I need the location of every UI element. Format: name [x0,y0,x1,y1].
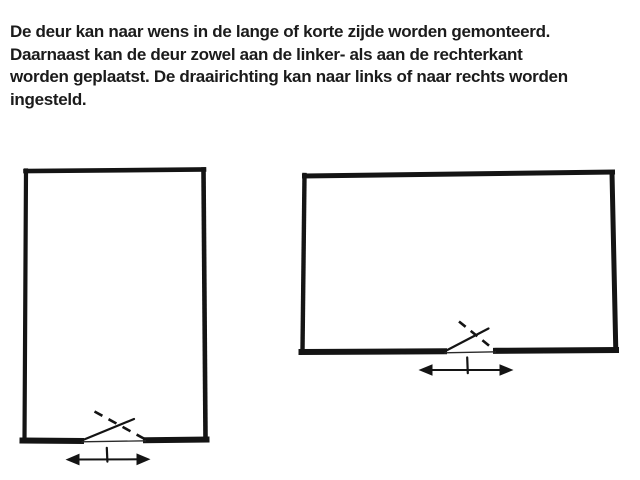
double-arrow-icon [66,448,151,466]
arrow-head-left [419,364,433,376]
wall-right [204,170,206,439]
wall-left [303,175,305,351]
arrow-center-tick [467,358,468,374]
double-arrow-icon [419,358,514,376]
wall-bottom-left-segment [302,351,445,352]
instruction-line-2: Daarnaast kan de deur zowel aan de linker- als aan de rechterkant [10,44,523,64]
wall-bottom-right-segment [146,440,207,441]
instruction-line-4: ingesteld. [10,89,87,109]
wall-right [612,173,616,351]
door-swing-dashed-line [459,322,496,351]
arrow-center-tick [107,448,108,462]
arrow-head-right [137,453,151,465]
arrow-head-left [66,454,80,466]
door-opening [81,412,147,442]
wall-bottom-right-segment [496,350,616,351]
room-outline [302,172,617,352]
instruction-line-1: De deur kan naar wens in de lange of korte zijde worden gemonteerd. [10,22,551,41]
arrow-head-right [500,364,514,376]
room-outline [23,170,207,442]
wall-top [305,172,613,176]
floor-plan-short-side-diagram [0,148,232,480]
wall-left [25,171,27,441]
instruction-text [10,21,635,111]
wall-bottom-left-segment [23,441,82,442]
floor-plan-long-side-diagram [280,150,640,390]
door-threshold-line [81,441,146,442]
instruction-line-3: worden geplaatst. De draairichting kan naar links of naar rechts worden [10,67,568,87]
wall-top [26,170,205,172]
door-opening [444,322,497,353]
door-threshold-line [444,352,496,353]
door-swing-solid-line [444,329,489,353]
door-swing-dashed-line [95,412,147,441]
